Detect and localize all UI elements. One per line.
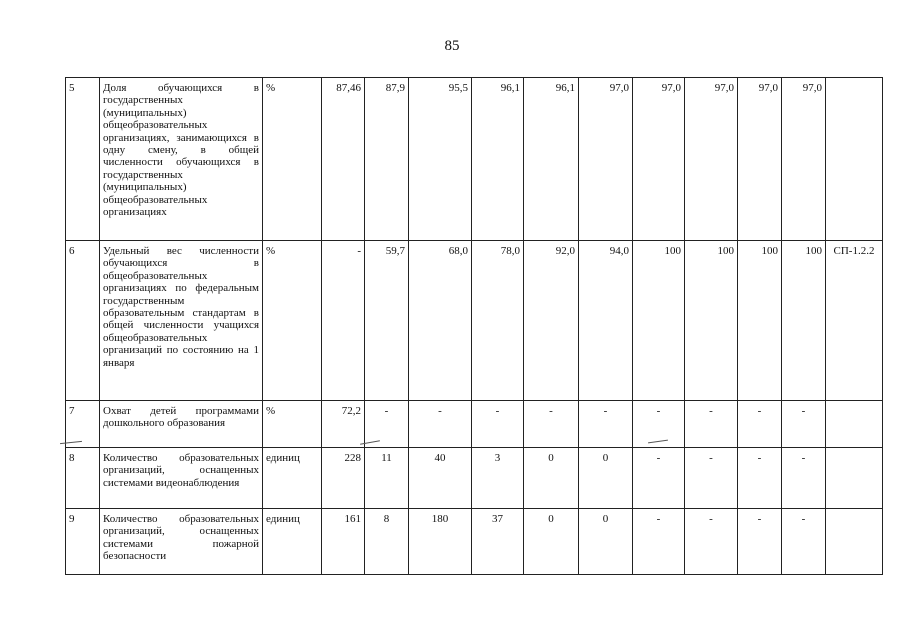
value-cell: 97,0 [782,78,826,241]
value-cell: - [782,448,826,509]
unit-cell: % [263,78,322,241]
value-cell: - [738,448,782,509]
value-cell: - [633,448,685,509]
value-cell: 97,0 [685,78,738,241]
value-cell: 100 [738,241,782,401]
code-cell [826,401,883,448]
unit-cell: единиц [263,448,322,509]
value-cell: 96,1 [524,78,579,241]
value-cell: 95,5 [409,78,472,241]
value-cell: 97,0 [633,78,685,241]
value-cell: - [685,448,738,509]
indicator-name: Количество образовательных организаций, оснащенных системами пожарной безопасности [100,509,263,575]
value-cell: 161 [322,509,365,575]
page-number: 85 [444,38,460,54]
indicators-table [65,77,883,575]
value-cell: - [524,401,579,448]
value-cell: - [322,241,365,401]
table-row [66,241,883,401]
value-cell: 0 [524,509,579,575]
value-cell: - [782,509,826,575]
value-cell: - [365,401,409,448]
value-cell: 68,0 [409,241,472,401]
row-number: 6 [66,241,100,401]
indicator-name: Охват детей программами дошкольного образования [100,401,263,448]
value-cell: - [633,509,685,575]
row-number: 5 [66,78,100,241]
unit-cell: единиц [263,509,322,575]
value-cell: 92,0 [524,241,579,401]
value-cell: 11 [365,448,409,509]
value-cell: 180 [409,509,472,575]
value-cell: - [685,509,738,575]
unit-cell: % [263,241,322,401]
table-row [66,509,883,575]
value-cell: - [685,401,738,448]
value-cell: - [738,509,782,575]
table-row [66,448,883,509]
table-row [66,401,883,448]
code-cell [826,509,883,575]
value-cell: 87,9 [365,78,409,241]
value-cell: 97,0 [738,78,782,241]
row-number: 9 [66,509,100,575]
value-cell: 100 [633,241,685,401]
value-cell: 3 [472,448,524,509]
value-cell: - [633,401,685,448]
value-cell: 228 [322,448,365,509]
value-cell: 59,7 [365,241,409,401]
value-cell: 8 [365,509,409,575]
indicator-name: Доля обучающихся в государственных (муниципальных) общеобразовательных организациях, занимающихся в одну смену, в общей численности обучающихся в государственных (муниципальных) общеобразовательных организациях [100,78,263,241]
value-cell: 37 [472,509,524,575]
indicator-name: Количество образовательных организаций, оснащенных системами видеонаблюдения [100,448,263,509]
value-cell: - [738,401,782,448]
value-cell: 100 [782,241,826,401]
value-cell: 94,0 [579,241,633,401]
code-cell [826,448,883,509]
value-cell: 0 [524,448,579,509]
row-number: 8 [66,448,100,509]
table-row [66,78,883,241]
value-cell: 0 [579,509,633,575]
value-cell: - [782,401,826,448]
value-cell: 87,46 [322,78,365,241]
value-cell: 40 [409,448,472,509]
unit-cell: % [263,401,322,448]
value-cell: - [579,401,633,448]
code-cell [826,78,883,241]
row-number: 7 [66,401,100,448]
value-cell: 78,0 [472,241,524,401]
value-cell: - [409,401,472,448]
value-cell: 96,1 [472,78,524,241]
value-cell: 100 [685,241,738,401]
indicator-name: Удельный вес численности обучающихся в общеобразовательных организациях по федеральным государственным образовательным стандартам в общей численности учащихся общеобразовательных организаций по состоянию на 1 января [100,241,263,401]
value-cell: - [472,401,524,448]
code-cell: СП-1.2.2 [826,241,883,401]
value-cell: 0 [579,448,633,509]
value-cell: 72,2 [322,401,365,448]
value-cell: 97,0 [579,78,633,241]
